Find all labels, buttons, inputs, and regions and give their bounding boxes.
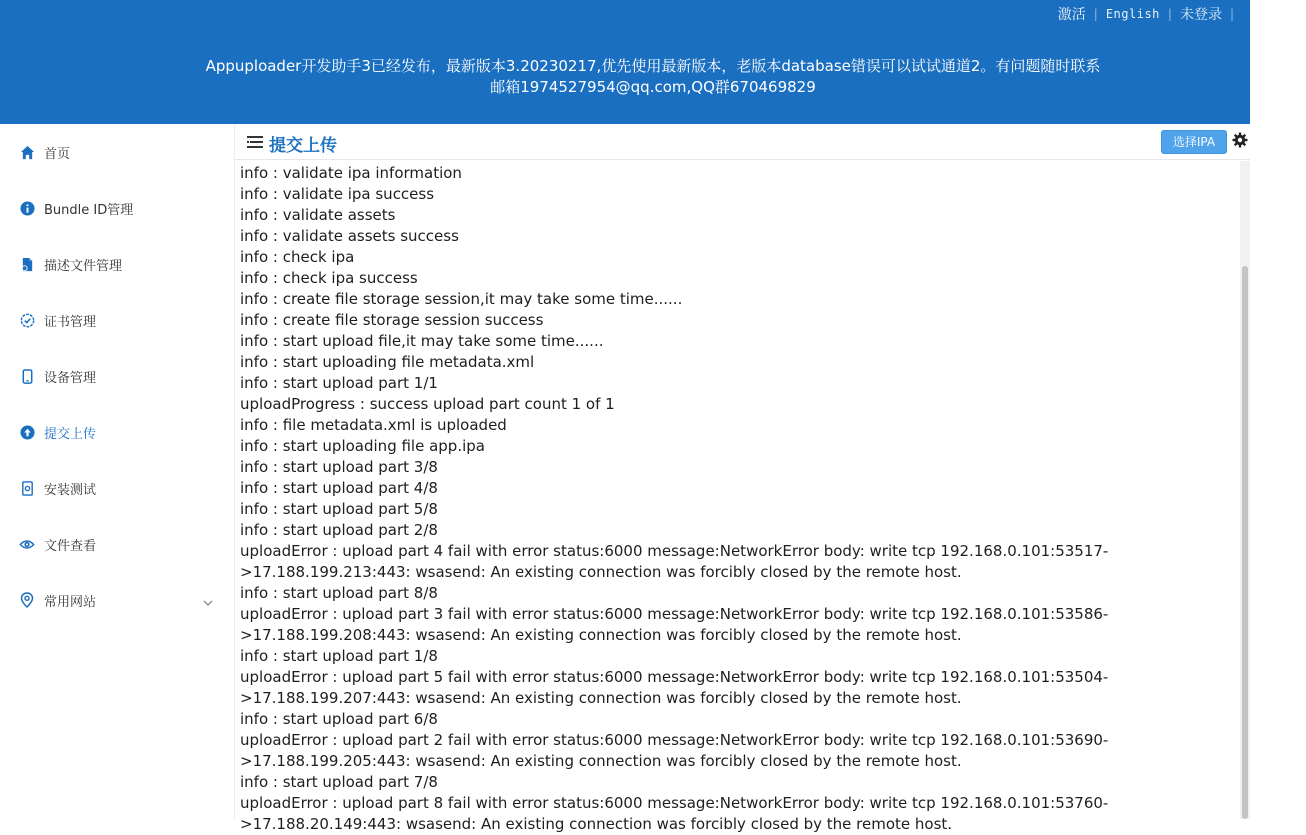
log-line: info : start uploading file app.ipa [240, 437, 485, 455]
top-banner [0, 0, 1250, 124]
top-nav [1058, 4, 1234, 24]
log-line: uploadError : upload part 5 fail with error status:6000 message:NetworkError body: write tcp 192.168.0.101:53504->17.188.199.207:443: wsasend: An existing connection was forcibly closed by the remote host. [240, 668, 1109, 707]
log-line: info : check ipa success [240, 269, 418, 287]
toolbar [235, 124, 1250, 160]
log-line: uploadError : upload part 4 fail with error status:6000 message:NetworkError body: write tcp 192.168.0.101:53517->17.188.199.213:443: wsasend: An existing connection was forcibly closed by the remote host. [240, 542, 1109, 581]
info-icon [19, 200, 35, 216]
badge-check-icon [19, 312, 35, 328]
log-line: info : create file storage session,it may take some time...... [240, 290, 683, 308]
sidebar-item-label: 证书管理 [44, 314, 97, 330]
menu-icon[interactable] [247, 134, 263, 150]
sidebar-item-file-view[interactable] [0, 524, 235, 564]
page-title: 提交上传 [269, 136, 337, 156]
sidebar-item-label: 常用网站 [44, 594, 97, 610]
announcement [0, 56, 1306, 98]
login-status-link[interactable]: 未登录 [1179, 7, 1222, 23]
chevron-down-icon[interactable] [202, 594, 214, 606]
log-line: info : validate assets success [240, 227, 459, 245]
gear-icon[interactable] [1232, 132, 1248, 148]
sidebar [0, 124, 235, 819]
select-ipa-button[interactable]: 选择IPA [1161, 130, 1227, 154]
upload-log [235, 161, 1235, 833]
announcement-line: Appuploader开发助手3已经发布，最新版本3.20230217,优先使用最新版本，老版本database错误可以试试通道2。有问题随时联系 [205, 57, 1101, 75]
log-line: info : file metadata.xml is uploaded [240, 416, 507, 434]
sidebar-item-label: 文件查看 [44, 538, 97, 554]
log-line: info : start upload part 8/8 [240, 584, 438, 602]
phone-icon [19, 368, 35, 384]
log-line: info : start upload part 7/8 [240, 773, 438, 791]
log-line: info : start upload part 1/8 [240, 647, 438, 665]
log-line: info : create file storage session success [240, 311, 544, 329]
scrollbar[interactable] [1240, 161, 1250, 819]
sidebar-item-label: Bundle ID管理 [44, 202, 134, 218]
log-line: uploadError : upload part 2 fail with error status:6000 message:NetworkError body: write tcp 192.168.0.101:53690->17.188.199.205:443: wsasend: An existing connection was forcibly closed by the remote host. [240, 731, 1109, 770]
announcement-line: 邮箱1974527954@qq.com,QQ群670469829 [490, 78, 816, 96]
log-line: info : validate ipa success [240, 185, 435, 203]
english-link[interactable]: English [1105, 7, 1160, 21]
scrollbar-thumb[interactable] [1242, 266, 1248, 819]
install-icon [19, 480, 35, 496]
divider: | [1229, 7, 1234, 21]
log-line: info : start uploading file metadata.xml [240, 353, 535, 371]
log-line: uploadProgress : success upload part count 1 of 1 [240, 395, 615, 413]
sidebar-item-devices[interactable] [0, 356, 235, 396]
sidebar-item-certificates[interactable] [0, 300, 235, 340]
divider: | [1093, 7, 1098, 21]
upload-icon [19, 424, 35, 440]
divider: | [1167, 7, 1172, 21]
location-icon [19, 592, 35, 608]
sidebar-item-bundle-id[interactable] [0, 188, 235, 228]
sidebar-item-label: 安装测试 [44, 482, 97, 498]
sidebar-item-upload[interactable] [0, 412, 235, 452]
log-line: info : start upload file,it may take some time...... [240, 332, 604, 350]
sidebar-item-common-sites[interactable] [0, 580, 235, 620]
sidebar-item-label: 提交上传 [44, 426, 97, 442]
log-line: info : start upload part 3/8 [240, 458, 438, 476]
log-line: info : validate ipa information [240, 164, 462, 182]
file-icon [19, 256, 35, 272]
log-line: uploadError : upload part 8 fail with error status:6000 message:NetworkError body: write tcp 192.168.0.101:53760->17.188.20.149:443: wsasend: An existing connection was forcibly closed by the remote host. [240, 794, 1109, 833]
log-line: info : start upload part 5/8 [240, 500, 438, 518]
sidebar-item-home[interactable] [0, 132, 235, 172]
sidebar-item-profiles[interactable] [0, 244, 235, 284]
log-line: info : validate assets [240, 206, 396, 224]
log-line: info : start upload part 1/1 [240, 374, 438, 392]
home-icon [19, 144, 35, 160]
log-line: uploadError : upload part 3 fail with error status:6000 message:NetworkError body: write tcp 192.168.0.101:53586->17.188.199.208:443: wsasend: An existing connection was forcibly closed by the remote host. [240, 605, 1109, 644]
log-line: info : start upload part 6/8 [240, 710, 438, 728]
sidebar-item-label: 描述文件管理 [44, 258, 123, 274]
sidebar-item-install-test[interactable] [0, 468, 235, 508]
main-panel [235, 124, 1250, 833]
eye-icon [19, 536, 35, 552]
activate-link[interactable]: 激活 [1057, 7, 1086, 23]
log-line: info : check ipa [240, 248, 355, 266]
log-line: info : start upload part 2/8 [240, 521, 438, 539]
log-line: info : start upload part 4/8 [240, 479, 438, 497]
sidebar-item-label: 设备管理 [44, 370, 97, 386]
sidebar-item-label: 首页 [44, 146, 71, 162]
